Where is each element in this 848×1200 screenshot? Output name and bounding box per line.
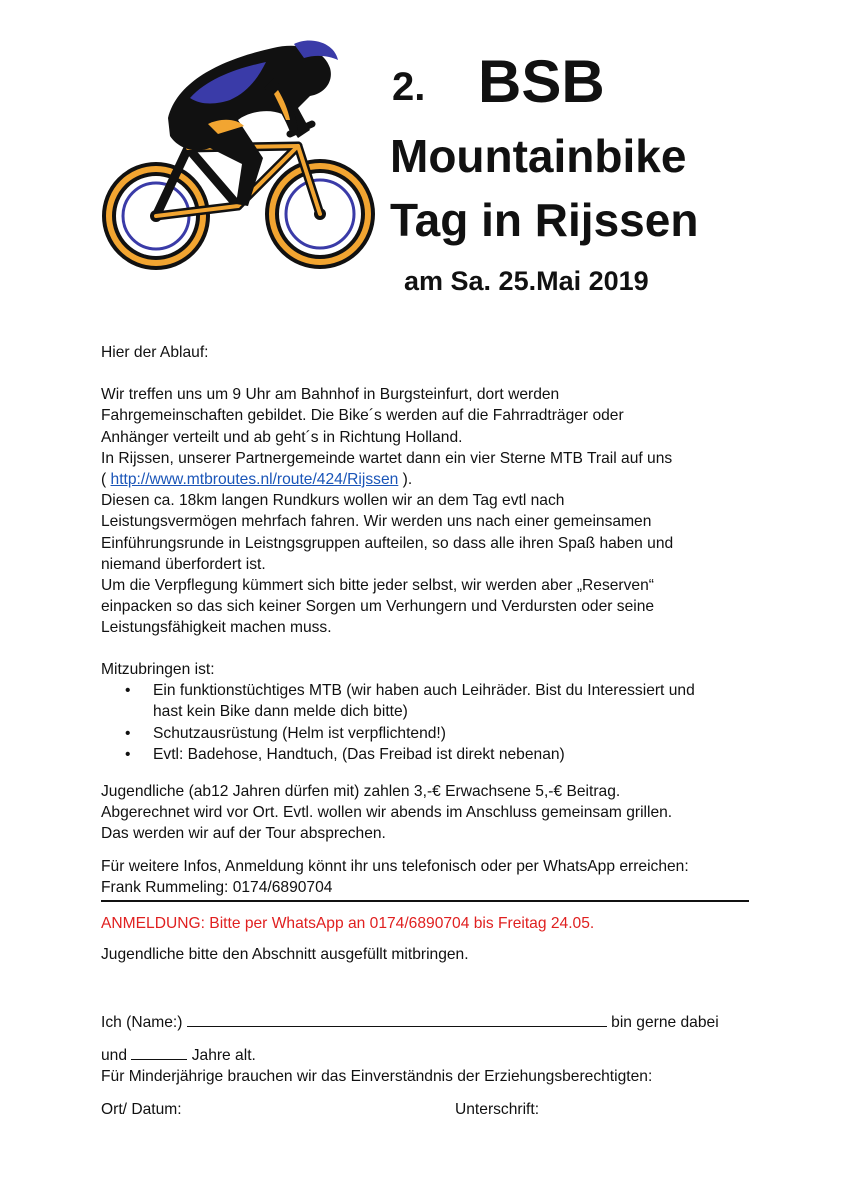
fees-line: Das werden wir auf der Tour absprechen. [101, 825, 386, 843]
contact-section [101, 856, 761, 898]
age-blank[interactable] [131, 1045, 187, 1060]
paragraph-line: Leistungsvermögen mehrfach fahren. Wir werden uns nach einer gemeinsamen [101, 513, 652, 531]
title-location: Tag in Rijssen [390, 194, 699, 246]
bullet-icon: • [125, 682, 131, 700]
paragraph-line: niemand überfordert ist. [101, 555, 266, 573]
bring-list [101, 680, 761, 765]
paragraph-line: Diesen ca. 18km langen Rundkurs wollen wir an dem Tag evtl nach [101, 492, 565, 510]
paragraph-line: Einführungsrunde in Leistngsgruppen aufteilen, so dass alle ihren Spaß haben und [101, 534, 674, 552]
place-date-label: Ort/ Datum: [101, 1101, 182, 1118]
paragraph-line: Wir treffen uns um 9 Uhr am Bahnhof in Burgsteinfurt, dort werden [101, 386, 560, 404]
list-item: • Ein funktionstüchtiges MTB (wir haben auch Leihräder. Bist du Interessiert und hast kein Bike dann melde dich bitte) [125, 682, 695, 721]
fees-line: Abgerechnet wird vor Ort. Evtl. wollen wir abends im Anschluss gemeinsam grillen. [101, 804, 673, 822]
registration-section [101, 913, 761, 965]
bring-heading: Mitzubringen ist: [101, 661, 215, 678]
bullet-icon: • [125, 745, 131, 763]
schedule-heading: Hier der Ablauf: [101, 344, 209, 361]
bullet-icon: • [125, 724, 131, 742]
consent-text: Für Minderjährige brauchen wir das Einverständnis der Erziehungsberechtigten: [101, 1068, 653, 1086]
title-number: 2. [392, 65, 426, 109]
divider-line [101, 900, 749, 902]
route-link-line: ( http://www.mtbroutes.nl/route/424/Rijssen ). [101, 471, 413, 489]
contact-phone: Frank Rummeling: 0174/6890704 [101, 879, 333, 897]
name-blank[interactable] [187, 1012, 607, 1027]
paragraph-line: Leistungsfähigkeit machen muss. [101, 619, 332, 637]
paragraph-line: Anhänger verteilt und ab geht´s in Richtung Holland. [101, 428, 463, 446]
fees-line: Jugendliche (ab12 Jahren dürfen mit) zahlen 3,-€ Erwachsene 5,-€ Beitrag. [101, 783, 621, 800]
signature-label: Unterschrift: [455, 1101, 540, 1118]
paragraph-line: Um die Verpflegung kümmert sich bitte jeder selbst, wir werden aber „Reserven“ [101, 577, 654, 595]
title-bsb: BSB [478, 48, 605, 115]
paragraph-line: einpacken so das sich keiner Sorgen um Verhungern und Verdursten oder seine [101, 598, 655, 616]
age-field-row: und Jahre alt. Für Minderjährige brauchen wir das Einverständnis der Erziehungsberechtigten: [101, 1045, 761, 1087]
route-link[interactable]: http://www.mtbroutes.nl/route/424/Rijssen [110, 471, 399, 489]
registration-note: Jugendliche bitte den Abschnitt ausgefüllt mitbringen. [101, 946, 469, 964]
contact-line: Für weitere Infos, Anmeldung könnt ihr uns telefonisch oder per WhatsApp erreichen: [101, 858, 689, 875]
registration-notice: ANMELDUNG: Bitte per WhatsApp an 0174/6890704 bis Freitag 24.05. [101, 915, 595, 932]
fees-section [101, 781, 761, 845]
list-item: • Evtl: Badehose, Handtuch, (Das Freibad ist direkt nebenan) [101, 744, 761, 765]
event-date: am Sa. 25.Mai 2019 [404, 266, 649, 296]
schedule-section [101, 342, 761, 639]
title-mountainbike: Mountainbike [390, 130, 687, 182]
name-field-row: Ich (Name:) bin gerne dabei [101, 1014, 719, 1031]
paragraph-line: In Rijssen, unserer Partnergemeinde wartet dann ein vier Sterne MTB Trail auf uns [101, 449, 673, 467]
bring-section [101, 659, 761, 765]
paragraph-line: Fahrgemeinschaften gebildet. Die Bike´s werden auf die Fahrradträger oder [101, 407, 624, 425]
list-item: • Schutzausrüstung (Helm ist verpflichtend!) [101, 723, 761, 744]
mountainbiker-logo [98, 38, 382, 272]
